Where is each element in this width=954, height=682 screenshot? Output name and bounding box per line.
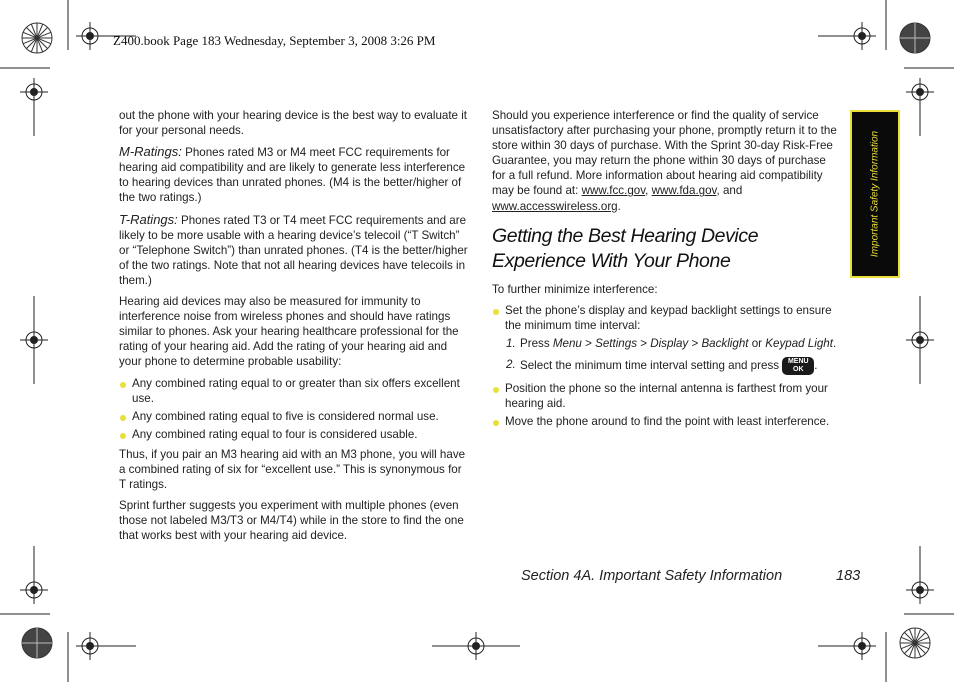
return-paragraph: Should you experience interference or find the quality of service unsatisfactory after purchasing your phone, promptly return it to the store within 30 days of purchase. With the Sprint 30-day Risk-Free Guarantee, you may return the phone within 30 days of purchase for a full refund. More information about hearing aid compatibility may be found at: www.fcc.gov, www.fda.gov, and www.accesswireless.org. (492, 109, 837, 213)
book-header: Z400.book Page 183 Wednesday, September 3, 2008 3:26 PM (113, 33, 436, 48)
fda-link[interactable]: www.fda.gov (651, 184, 717, 198)
left-column (119, 108, 471, 549)
step-item: 2. Select the minimum time interval setting and press MENU OK . (506, 358, 818, 374)
rating-bullet-list (119, 376, 471, 442)
thus-paragraph: Thus, if you pair an M3 hearing aid with an M3 phone, you will have a combined rating of six for “excellent use.” This is synonymous for T ratings. (119, 447, 466, 492)
m-ratings-text: Phones rated M3 or M4 meet FCC requirements for hearing aid compatibility and are likely to generate less interference to hearing devices than unrated phones. (M4 is the better/higher of the two ratings.) (119, 146, 466, 205)
menu-ok-key-icon: MENU OK (782, 357, 814, 375)
bullet-dot-icon (493, 387, 499, 393)
t-ratings-paragraph (119, 212, 471, 288)
intro-paragraph: out the phone with your hearing device is the best way to evaluate it for your personal needs. (119, 109, 468, 138)
section-heading: Getting the Best Hearing Device Experience With Your Phone (492, 224, 759, 272)
bullet-dot-icon (120, 433, 126, 439)
list-item: Position the phone so the internal antenna is farthest from your hearing aid. (492, 381, 842, 411)
list-item: Any combined rating equal to four is considered usable. (119, 427, 471, 442)
accesswireless-link[interactable]: www.accesswireless.org (492, 199, 618, 213)
fcc-link[interactable]: www.fcc.gov (581, 184, 646, 198)
steps-list (506, 336, 842, 375)
side-tab-label: Important Safety Information (869, 130, 881, 258)
right-column (492, 108, 842, 434)
further-paragraph: To further minimize interference: (492, 282, 658, 296)
m-ratings-paragraph (119, 144, 471, 205)
immunity-paragraph: Hearing aid devices may also be measured for immunity to interference noise from wireless phones and should have ratings similar to phones. Ask your hearing healthcare professional for the rating of your hearing aid. Add the rating of your hearing aid and your phone to determine probable usability: (119, 295, 459, 369)
m-ratings-label: M-Ratings: (119, 144, 182, 160)
section-side-tab (850, 110, 900, 278)
bullet-dot-icon (493, 309, 499, 315)
list-item: Any combined rating equal to or greater than six offers excellent use. (119, 376, 471, 406)
sprint-paragraph: Sprint further suggests you experiment with multiple phones (even those not labeled M3/T3 or M4/T4) while in the store to find the one that works best with your hearing aid device. (119, 499, 464, 543)
crosshair-target-top-right (818, 22, 876, 50)
t-ratings-text: Phones rated T3 or T4 meet FCC requirements and are likely to be more usable with a hearing device’s telecoil (“T Switch” or “Telephone Switch”) than unrated phones. (T4 is the better/higher of the two ratings. Note that not all hearing devices have telecoils in them.) (119, 213, 468, 287)
list-item: Set the phone’s display and keypad backlight settings to ensure the minimum time interval: (492, 303, 842, 333)
step-item: 1. Press Menu > Settings > Display > Backlight or Keypad Light. (506, 336, 837, 350)
page-number: 183 (836, 568, 861, 584)
list-item: Any combined rating equal to five is considered normal use. (119, 409, 471, 424)
bullet-dot-icon (493, 420, 499, 426)
list-item: Move the phone around to find the point with least interference. (492, 414, 842, 429)
footer-section-title: Section 4A. Important Safety Information (521, 568, 783, 584)
bullet-dot-icon (120, 382, 126, 388)
interference-bullet-list (492, 303, 842, 333)
antenna-bullet-list (492, 381, 842, 429)
t-ratings-label: T-Ratings: (119, 211, 178, 227)
bullet-dot-icon (120, 415, 126, 421)
